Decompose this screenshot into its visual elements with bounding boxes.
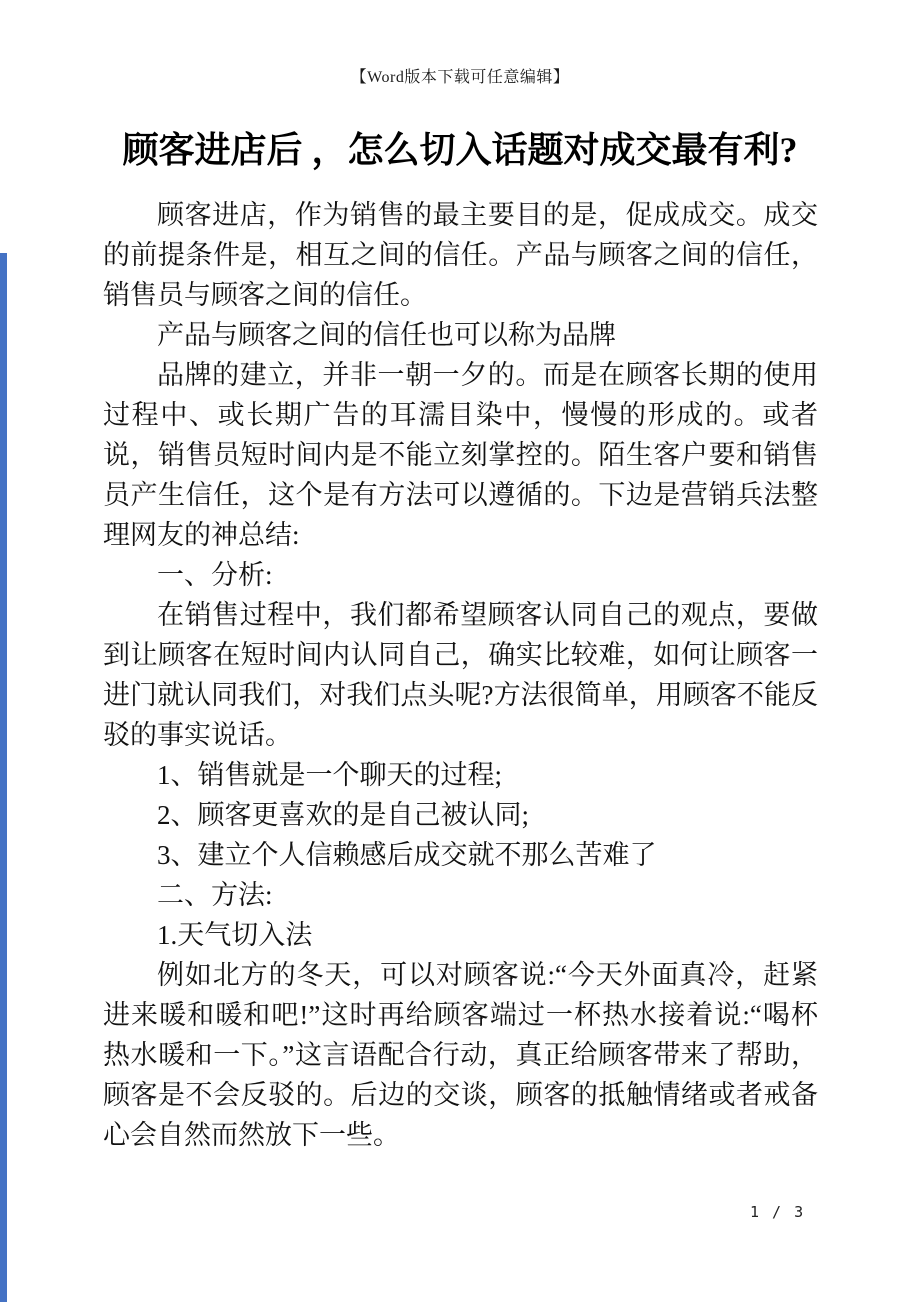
- body-heading-method: 二、方法:: [157, 880, 273, 910]
- body-paragraph-intro: 顾客进店，作为销售的最主要目的是，促成成交。成交的前提条件是，相互之间的信任。产品与顾客之间的信任，销售员与顾客之间的信任。: [103, 200, 818, 310]
- body-paragraph-analysis: 在销售过程中，我们都希望顾客认同自己的观点，要做到让顾客在短时间内认同自己，确实比较难，如何让顾客一进门就认同我们，对我们点头呢?方法很简单，用顾客不能反驳的事实说话。: [103, 600, 818, 750]
- body-paragraph-brand-build: 品牌的建立，并非一朝一夕的。而是在顾客长期的使用过程中、或长期广告的耳濡目染中，慢慢的形成的。或者说，销售员短时间内是不能立刻掌控的。陌生客户要和销售员产生信任，这个是有方法可以遵循的。下边是营销兵法整理网友的神总结:: [103, 360, 818, 550]
- document-header-note: 【Word版本下载可任意编辑】: [350, 69, 570, 86]
- document-body: [103, 195, 818, 1155]
- body-paragraph-brand-trust: 产品与顾客之间的信任也可以称为品牌: [157, 320, 616, 350]
- left-accent-bar: [0, 253, 7, 1302]
- page-number: 1 / 3: [750, 1203, 806, 1221]
- body-paragraph-weather-example: 例如北方的冬天，可以对顾客说:“今天外面真冷，赶紧进来暖和暖和吧!”这时再给顾客端过一杯热水接着说:“喝杯热水暖和一下。”这言语配合行动，真正给顾客带来了帮助，顾客是不会反驳的。后边的交谈，顾客的抵触情绪或者戒备心会自然而然放下一些。: [103, 960, 818, 1150]
- body-heading-analysis: 一、分析:: [157, 560, 273, 590]
- body-list-item-3: 3、建立个人信赖感后成交就不那么苦难了: [157, 840, 657, 870]
- document-title: 顾客进店后 ，怎么切入话题对成交最有利?: [122, 130, 798, 170]
- body-list-item-1: 1、销售就是一个聊天的过程;: [157, 760, 503, 790]
- body-list-item-2: 2、顾客更喜欢的是自己被认同;: [157, 800, 530, 830]
- body-heading-weather-method: 1.天气切入法: [157, 920, 313, 950]
